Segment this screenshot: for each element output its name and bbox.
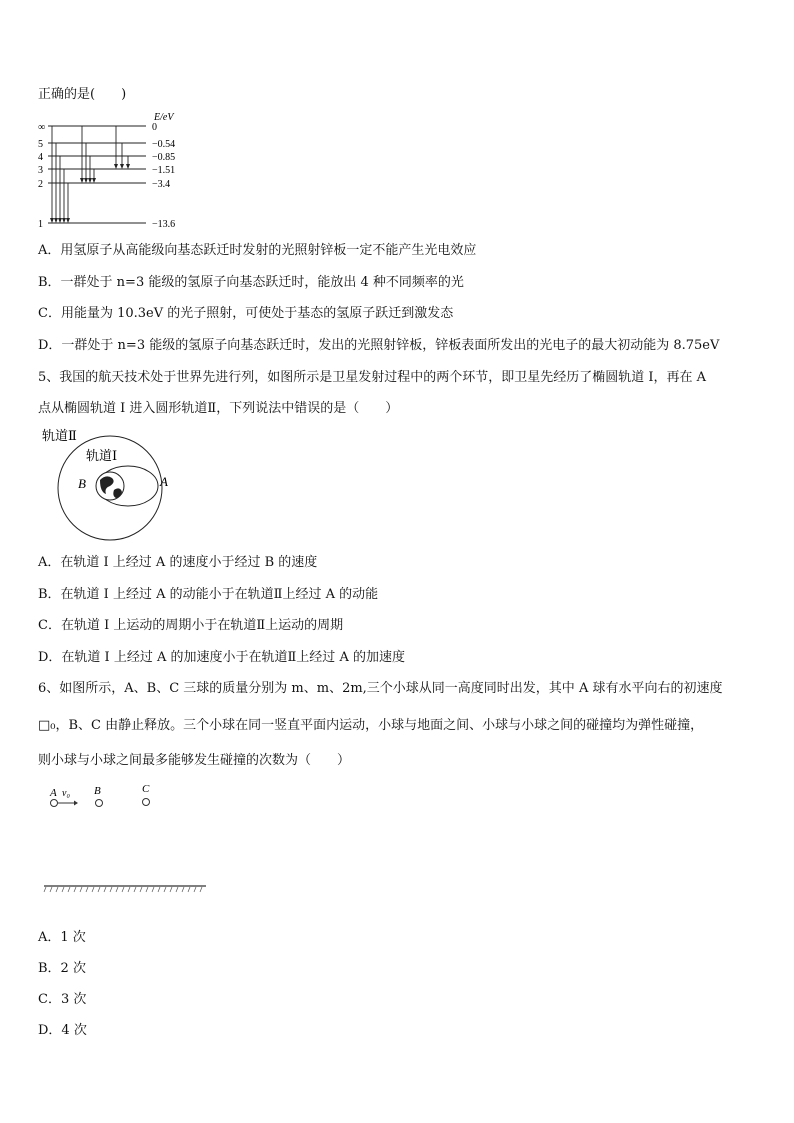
earth-icon [96,472,124,500]
q5-option-d: D．在轨道 I 上经过 A 的加速度小于在轨道Ⅱ上经过 A 的加速度 [38,650,405,665]
level-e-2: −3.4 [152,179,171,190]
level-n-4: 4 [38,152,43,163]
ball-b-label: B [94,785,101,797]
level-n-inf: ∞ [38,122,46,133]
level-e-3: −1.51 [152,165,176,176]
ball-a [51,800,58,807]
q6-stem-line1: 6、如图所示，A、B、C 三球的质量分别为 m、m、2m,三个小球从同一高度同时出发，其中 A 球有水平向右的初速度 [38,681,723,696]
q6-option-c: C．3 次 [38,992,87,1007]
energy-axis-label: E/eV [154,112,174,123]
q6-option-b: B．2 次 [38,961,86,976]
q6-stem-line2: □₀，B、C 由静止释放。三个小球在同一竖直平面内运动，小球与地面之间、小球与小球之间的碰撞均为弹性碰撞， [38,718,704,733]
q4-option-d: D．一群处于 n=3 能级的氢原子向基态跃迁时，发出的光照射锌板，锌板表面所发出的光电子的最大初动能为 8.75eV [38,338,720,353]
q4-stem-tail: 正确的是( ) [38,87,127,102]
q4-option-c: C．用能量为 10.3eV 的光子照射，可使处于基态的氢原子跃迁到激发态 [38,306,454,321]
point-b-label: B [78,476,86,491]
ball-a-label: A [50,787,57,799]
energy-level-diagram [36,106,206,232]
q4-option-b: B．一群处于 n=3 能级的氢原子向基态跃迁时，能放出 4 种不同频率的光 [38,275,464,290]
q5-option-b: B．在轨道 I 上经过 A 的动能小于在轨道Ⅱ上经过 A 的动能 [38,587,379,602]
q4-option-a: A．用氢原子从高能级向基态跃迁时发射的光照射锌板一定不能产生光电效应 [38,243,477,258]
level-n-1: 1 [38,219,43,230]
q5-stem-line1: 5、我国的航天技术处于世界先进行列，如图所示是卫星发射过程中的两个环节，即卫星先经历了椭圆轨道 I，再在 A [38,370,707,385]
level-n-2: 2 [38,179,43,190]
level-e-5: −0.54 [152,139,176,150]
level-e-1: −13.6 [152,219,176,230]
q6-option-d: D．4 次 [38,1023,87,1038]
q6-option-a: A．1 次 [38,930,86,945]
level-n-5: 5 [38,139,43,150]
q5-option-a: A．在轨道 I 上经过 A 的速度小于经过 B 的速度 [38,555,318,570]
ball-c [143,799,150,806]
velocity-label: v₀ [62,788,70,799]
level-e-inf: 0 [152,122,157,133]
level-e-4: −0.85 [152,152,176,163]
orbit-outer-label: 轨道Ⅱ [42,428,77,443]
ball-b [96,800,103,807]
orbit-diagram [36,424,206,544]
level-n-3: 3 [38,165,43,176]
ball-c-label: C [142,783,150,795]
q6-stem-line3: 则小球与小球之间最多能够发生碰撞的次数为（ ） [38,753,351,768]
point-a-label: A [160,474,168,489]
orbit-inner-label: 轨道Ⅰ [86,448,118,463]
q5-option-c: C．在轨道 I 上运动的周期小于在轨道Ⅱ上运动的周期 [38,618,344,633]
q5-stem-line2: 点从椭圆轨道 I 进入圆形轨道Ⅱ，下列说法中错误的是（ ） [38,401,399,416]
three-balls-diagram [40,778,220,900]
